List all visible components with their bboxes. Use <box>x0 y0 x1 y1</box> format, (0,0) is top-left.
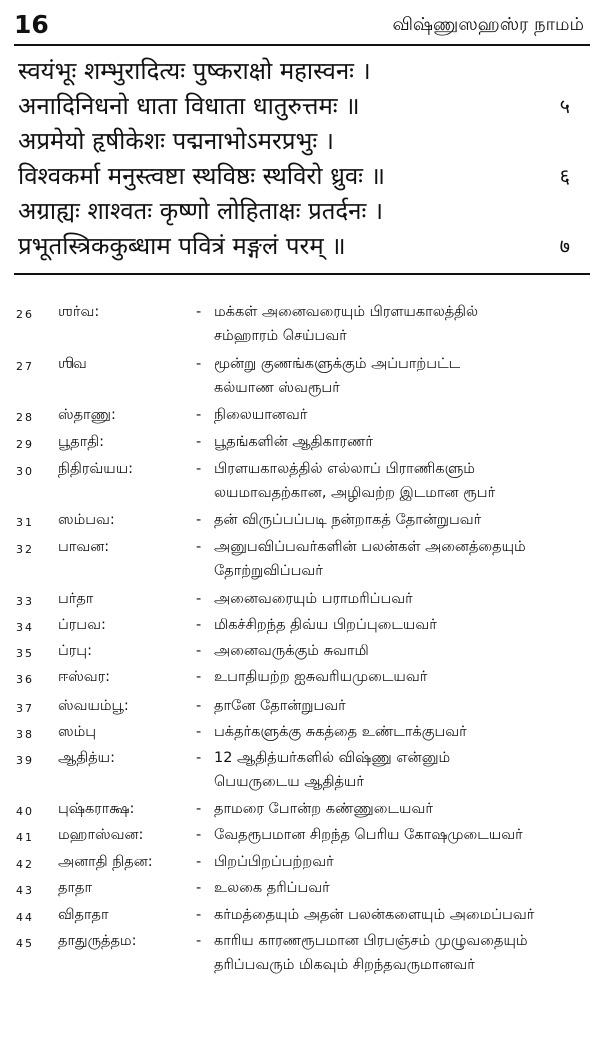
entry-meaning <box>214 587 590 611</box>
entry-separator: - <box>196 461 202 477</box>
meaning-line: அனைவரையும் பராமரிப்பவர் <box>214 591 413 607</box>
header-divider <box>14 44 590 46</box>
entry-name: அனாதி நிதன: <box>58 854 153 870</box>
entry-number: 32 <box>16 543 34 556</box>
meaning-line: மக்கள் அனைவரையும் பிரளயகாலத்தில் <box>214 304 479 320</box>
entry-name: புஷ்கராக்ஷ: <box>58 801 135 817</box>
meaning-line: கல்யாண ஸ்வரூபர் <box>214 380 340 396</box>
list-item <box>16 508 590 532</box>
meaning-line: 12 ஆதித்யர்களில் விஷ்ணு என்னும் <box>214 750 451 766</box>
meaning-line: லயமாவதற்கான, அழிவற்ற இடமான ரூபர் <box>214 485 496 501</box>
entry-number: 35 <box>16 647 34 660</box>
list-item <box>16 300 590 348</box>
entry-number: 36 <box>16 673 34 686</box>
entry-number: 40 <box>16 805 34 818</box>
entry-meaning <box>214 639 590 663</box>
entry-name: தாதா <box>58 880 93 896</box>
entry-meaning <box>214 508 590 532</box>
list-item <box>16 665 590 689</box>
list-item <box>16 430 590 454</box>
entry-separator: - <box>196 434 202 450</box>
entry-separator: - <box>196 539 202 555</box>
meaning-line: மிகச்சிறந்த திவ்ய பிறப்புடையவர் <box>214 617 437 633</box>
verse-text: प्रभूतस्त्रिककुब्धाम पवित्रं मङ्गलं परम् ॥ <box>18 232 346 260</box>
entry-meaning <box>214 929 590 977</box>
verse-text: विश्वकर्मा मनुस्त्वष्टा स्थविष्ठः स्थविरो ध्रुवः ॥ <box>18 162 386 190</box>
entry-number: 34 <box>16 621 34 634</box>
entry-number: 38 <box>16 728 34 741</box>
entry-meaning <box>214 797 590 821</box>
entry-number: 43 <box>16 884 34 897</box>
entry-meaning <box>214 403 590 427</box>
meaning-line: தானே தோன்றுபவர் <box>214 698 346 714</box>
entry-name: ப்ரபு: <box>58 643 92 659</box>
entry-separator: - <box>196 643 202 659</box>
entry-meaning <box>214 457 590 505</box>
entry-name: ஸம்பு <box>58 724 97 740</box>
list-item <box>16 876 590 900</box>
meaning-line: தோற்றுவிப்பவர் <box>214 563 323 579</box>
entry-name: ஈஸ்வர: <box>58 669 111 685</box>
meaning-line: பெயருடைய ஆதித்யர் <box>214 774 364 790</box>
entry-number: 28 <box>16 411 34 424</box>
meaning-line: வேதரூபமான சிறந்த பெரிய கோஷமுடையவர் <box>214 827 523 843</box>
verse-line <box>18 89 586 124</box>
meaning-line: உலகை தரிப்பவர் <box>214 880 330 896</box>
meaning-line: மூன்று குணங்களுக்கும் அப்பாற்பட்ட <box>214 356 461 372</box>
entry-number: 42 <box>16 858 34 871</box>
entry-separator: - <box>196 304 202 320</box>
entry-meaning <box>214 876 590 900</box>
entry-separator: - <box>196 854 202 870</box>
verse-text: अनादिनिधनो धाता विधाता धातुरुत्तमः ॥ <box>18 92 360 120</box>
meaning-line: காரிய காரணரூபமான பிரபஞ்சம் முழுவதையும் <box>214 933 528 949</box>
entry-meaning <box>214 430 590 454</box>
entry-meaning <box>214 300 590 348</box>
verse-line <box>18 124 586 159</box>
meaning-line: தரிப்பவரும் மிகவும் சிறந்தவருமானவர் <box>214 957 475 973</box>
entry-separator: - <box>196 617 202 633</box>
entry-separator: - <box>196 724 202 740</box>
meaning-line: தன் விருப்பப்படி நன்றாகத் தோன்றுபவர் <box>214 512 482 528</box>
entry-name: பர்தா <box>58 591 94 607</box>
entry-number: 31 <box>16 516 34 529</box>
entry-name: ஸ்தாணு: <box>58 407 116 423</box>
entry-separator: - <box>196 669 202 685</box>
entry-meaning <box>214 665 590 689</box>
book-title: விஷ்ணுஸஹஸ்ர நாமம் <box>392 14 584 35</box>
meaning-line: உபாதியற்ற ஐசுவரியமுடையவர் <box>214 669 428 685</box>
verse-text: अप्रमेयो हृषीकेशः पद्मनाभोऽमरप्रभुः । <box>18 127 334 155</box>
meaning-line: பிறப்பிறப்பற்றவர் <box>214 854 334 870</box>
list-item <box>16 613 590 637</box>
list-item <box>16 535 590 583</box>
entry-separator: - <box>196 512 202 528</box>
entry-number: 44 <box>16 911 34 924</box>
verse-number: ५ <box>559 94 570 118</box>
entry-name: ஸ்வயம்பூ: <box>58 698 129 714</box>
list-item <box>16 587 590 611</box>
entry-meaning <box>214 720 590 744</box>
name-meaning-list <box>16 300 590 977</box>
list-item <box>16 457 590 505</box>
list-item <box>16 403 590 427</box>
verse-line <box>18 229 586 264</box>
entry-name: நிதிரவ்யய: <box>58 461 134 477</box>
entry-meaning <box>214 746 590 794</box>
verses-divider <box>14 273 590 275</box>
entry-meaning <box>214 352 590 400</box>
list-item <box>16 639 590 663</box>
entry-separator: - <box>196 801 202 817</box>
list-item <box>16 929 590 977</box>
meaning-line: பக்தர்களுக்கு சுகத்தை உண்டாக்குபவர் <box>214 724 467 740</box>
entry-separator: - <box>196 750 202 766</box>
entry-name: ஶிவ <box>58 356 87 372</box>
meaning-line: பூதங்களின் ஆதிகாரணர் <box>214 434 373 450</box>
meaning-line: அனைவருக்கும் சுவாமி <box>214 643 369 659</box>
meaning-line: பிரளயகாலத்தில் எல்லாப் பிராணிகளும் <box>214 461 475 477</box>
meaning-line: அனுபவிப்பவர்களின் பலன்கள் அனைத்தையும் <box>214 539 526 555</box>
entry-number: 33 <box>16 595 34 608</box>
entry-separator: - <box>196 907 202 923</box>
verse-text: स्वयंभूः शम्भुरादित्यः पुष्कराक्षो महास्वनः । <box>18 57 371 85</box>
entry-name: ப்ரபவ: <box>58 617 106 633</box>
entry-meaning <box>214 850 590 874</box>
page-number: 16 <box>14 10 49 39</box>
meaning-line: தாமரை போன்ற கண்ணுடையவர் <box>214 801 433 817</box>
list-item <box>16 746 590 794</box>
list-item <box>16 352 590 400</box>
entry-meaning <box>214 535 590 583</box>
list-item <box>16 823 590 847</box>
list-item <box>16 694 590 718</box>
entry-meaning <box>214 823 590 847</box>
entry-number: 39 <box>16 754 34 767</box>
entry-separator: - <box>196 356 202 372</box>
entry-number: 30 <box>16 465 34 478</box>
verse-number: ७ <box>559 234 570 258</box>
entry-name: ஆதித்ய: <box>58 750 115 766</box>
entry-name: தாதுருத்தம: <box>58 933 137 949</box>
entry-separator: - <box>196 591 202 607</box>
entry-name: ஸம்பவ: <box>58 512 115 528</box>
list-item <box>16 797 590 821</box>
entry-number: 41 <box>16 831 34 844</box>
page-header <box>14 6 584 46</box>
entry-name: பூதாதி: <box>58 434 105 450</box>
entry-name: பாவன: <box>58 539 110 555</box>
entry-meaning <box>214 694 590 718</box>
verse-number: ६ <box>559 164 570 188</box>
verse-line <box>18 194 586 229</box>
list-item <box>16 903 590 927</box>
entry-separator: - <box>196 880 202 896</box>
entry-name: ஶர்வ: <box>58 304 100 320</box>
list-item <box>16 850 590 874</box>
verse-line <box>18 159 586 194</box>
verse-text: अग्राह्यः शाश्वतः कृष्णो लोहिताक्षः प्रतर्दनः । <box>18 197 384 225</box>
verse-line <box>18 54 586 89</box>
entry-separator: - <box>196 407 202 423</box>
entry-number: 45 <box>16 937 34 950</box>
entry-separator: - <box>196 827 202 843</box>
entry-separator: - <box>196 698 202 714</box>
entry-number: 26 <box>16 308 34 321</box>
entry-meaning <box>214 613 590 637</box>
entry-separator: - <box>196 933 202 949</box>
entry-number: 29 <box>16 438 34 451</box>
meaning-line: சம்ஹாரம் செய்பவர் <box>214 328 347 344</box>
entry-number: 27 <box>16 360 34 373</box>
entry-number: 37 <box>16 702 34 715</box>
entry-meaning <box>214 903 590 927</box>
entry-name: மஹாஸ்வன: <box>58 827 144 843</box>
meaning-line: நிலையானவர் <box>214 407 308 423</box>
list-item <box>16 720 590 744</box>
sanskrit-verses <box>18 54 586 264</box>
entry-name: விதாதா <box>58 907 109 923</box>
meaning-line: கர்மத்தையும் அதன் பலன்களையும் அமைப்பவர் <box>214 907 535 923</box>
